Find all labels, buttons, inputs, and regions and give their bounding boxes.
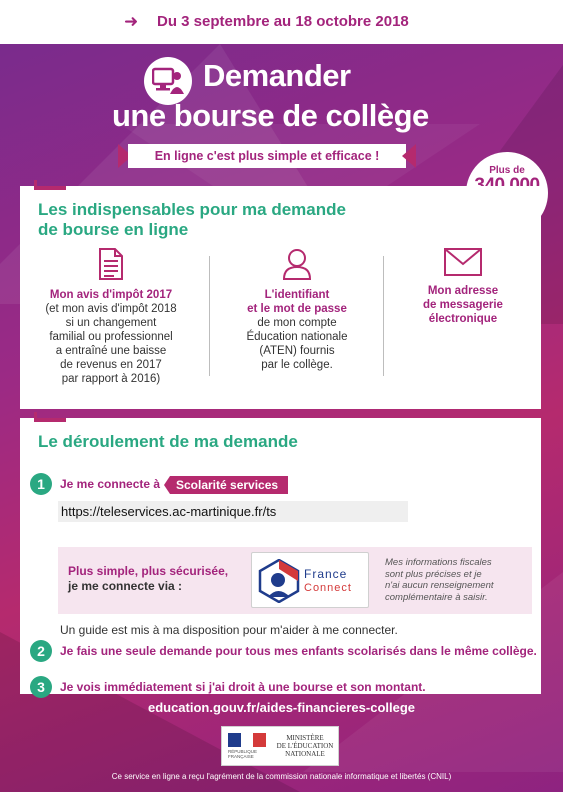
- republique-francaise-label: RÉPUBLIQUE FRANÇAISE: [228, 749, 258, 759]
- tagline-ribbon: [118, 144, 416, 168]
- page-title-line2: une bourse de collège: [112, 98, 429, 133]
- franceconnect-intro-line: Plus simple, plus sécurisée,: [68, 564, 229, 578]
- requirement-text: (ATEN) fournis: [259, 345, 335, 357]
- section-title: [38, 200, 346, 240]
- requirement-text: Éducation nationale: [246, 331, 348, 343]
- column-divider: [209, 256, 210, 376]
- person-icon: [282, 248, 312, 280]
- franceconnect-note: [385, 557, 527, 603]
- tagline-text: En ligne c'est plus simple et efficace !: [128, 144, 406, 168]
- document-icon: [98, 248, 124, 280]
- corner-mark: [34, 418, 66, 422]
- franceconnect-note-line: n'ai aucun renseignement: [385, 580, 494, 591]
- franceconnect-note-line: sont plus précises et je: [385, 568, 482, 580]
- step-number-badge: 1: [30, 473, 52, 495]
- requirement-heading: électronique: [428, 313, 498, 325]
- process-card: [20, 418, 541, 694]
- ministry-name-line: MINISTÈRE: [286, 734, 324, 742]
- requirement-text: par rapport à 2016): [61, 373, 161, 385]
- requirement-text: a entraîné une baisse: [55, 345, 167, 357]
- section-title-line: Les indispensables pour ma demande: [38, 200, 346, 219]
- requirement-text: de revenus en 2017: [60, 359, 162, 371]
- requirement-heading: de messagerie: [423, 299, 503, 311]
- page-title-line1: Demander: [203, 58, 351, 93]
- requirement-text: familial ou professionnel: [49, 331, 173, 343]
- requirement-text: (et mon avis d'impôt 2018: [45, 303, 177, 315]
- franceconnect-panel: [58, 547, 532, 614]
- requirement-tax-notice: [26, 248, 196, 386]
- requirement-heading: Mon avis d'impôt 2017: [49, 289, 173, 301]
- section-title-line: de bourse en ligne: [38, 220, 189, 239]
- requirements-card: [20, 186, 541, 409]
- franceconnect-button[interactable]: [251, 552, 369, 608]
- franceconnect-brand: France: [304, 567, 348, 581]
- section-title: Le déroulement de ma demande: [38, 432, 298, 451]
- franceconnect-brand: Connect: [304, 582, 352, 594]
- franceconnect-note-line: Mes informations fiscales: [385, 557, 492, 568]
- requirement-heading: et le mot de passe: [247, 303, 347, 315]
- cnil-notice: Ce service en ligne a reçu l'agrément de la commission nationale informatique et libertés (CNIL): [111, 772, 452, 781]
- requirement-email: [378, 248, 548, 326]
- ribbon-tail: [402, 144, 416, 168]
- requirement-text: de mon compte: [257, 317, 337, 329]
- corner-mark: [34, 186, 66, 190]
- envelope-icon: [444, 248, 482, 276]
- poster: [0, 44, 563, 792]
- french-flag-icon: [228, 733, 266, 747]
- date-banner: [0, 0, 563, 44]
- ministry-logo: [221, 726, 339, 766]
- teleservices-url-field[interactable]: https://teleservices.ac-martinique.fr/ts: [58, 501, 408, 522]
- requirement-text: par le collège.: [261, 359, 333, 371]
- franceconnect-note-line: complémentaire à saisir.: [385, 591, 488, 603]
- step-number-badge: 2: [30, 640, 52, 662]
- step-label: Je fais une seule demande pour tous mes enfants scolarisés dans le même collège.: [60, 644, 537, 658]
- franceconnect-intro: [68, 564, 228, 594]
- website-link[interactable]: education.gouv.fr/aides-financieres-college: [147, 700, 416, 715]
- guide-text: Un guide est mis à ma disposition pour m'aider à me connecter.: [60, 623, 398, 637]
- scolarite-services-tag: Scolarité services: [170, 476, 288, 494]
- arrow-right-icon: ➜: [124, 12, 139, 31]
- date-range: Du 3 septembre au 18 octobre 2018: [157, 13, 409, 30]
- franceconnect-logo-icon: [258, 559, 300, 603]
- step-label: Je vois immédiatement si j'ai droit à une bourse et son montant.: [60, 680, 426, 694]
- step-label: Je me connecte à: [60, 477, 161, 491]
- franceconnect-intro-line: je me connecte via :: [68, 579, 183, 593]
- step-number-badge: 3: [30, 676, 52, 698]
- ministry-name: [274, 734, 336, 758]
- requirement-text: si un changement: [65, 317, 157, 329]
- requirement-heading: L'identifiant: [264, 289, 330, 301]
- badge-line: Plus de: [489, 165, 525, 176]
- requirement-heading: Mon adresse: [427, 285, 499, 297]
- requirement-credentials: [212, 248, 382, 372]
- ministry-name-line: NATIONALE: [285, 750, 325, 758]
- ministry-name-line: DE L'ÉDUCATION: [276, 742, 334, 750]
